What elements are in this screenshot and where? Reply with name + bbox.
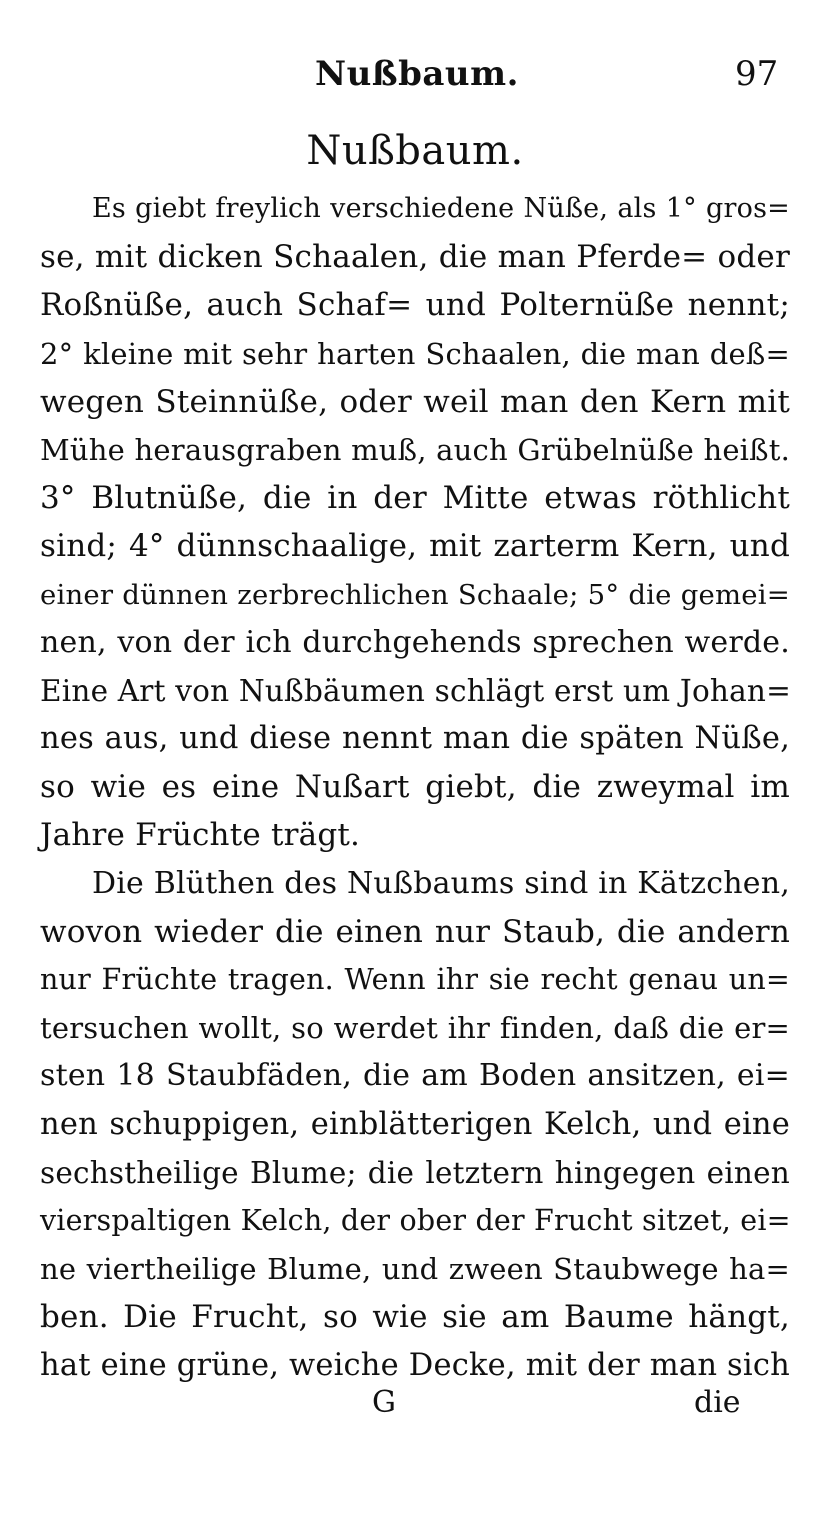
text-line: 2° kleine mit sehr harten Schaalen, die man deß= [40,336,790,371]
body-text [40,185,790,1390]
signature-mark: G [372,1385,396,1420]
text-line: einer dünnen zerbrechlichen Schaale; 5° die gemei= [40,578,790,611]
text-line: Jahre Früchte trägt. [40,817,361,854]
text-line: tersuchen wollt, so werdet ihr finden, daß die er= [40,1011,790,1046]
text-line: ne viertheilige Blume, und zween Staubwege ha= [40,1252,790,1287]
text-line: sind; 4° dünnschaalige, mit zarterm Kern, und [40,528,790,565]
text-line: Roßnüße, auch Schaf= und Polternüße nennt; [40,287,790,324]
text-line: ben. Die Frucht, so wie sie am Baume hängt, [40,1299,790,1336]
page-footer [0,1385,830,1435]
text-line: wegen Steinnüße, oder weil man den Kern mit [40,383,790,420]
page-number: 97 [735,54,779,94]
text-line: vierspaltigen Kelch, der ober der Frucht sitzet, ei= [40,1203,791,1237]
text-line: so wie es eine Nußart giebt, die zweymal im [40,769,790,806]
running-head [0,48,830,108]
text-line: nen schuppigen, einblätterigen Kelch, und eine [40,1106,790,1142]
text-line: sten 18 Staubfäden, die am Boden ansitzen, ei= [40,1058,790,1094]
text-line: nen, von der ich durchgehends sprechen werde. [40,624,790,660]
section-heading: Nußbaum. [306,128,524,174]
paragraph-2 [40,860,790,1390]
text-line: se, mit dicken Schaalen, die man Pferde= oder [40,239,790,276]
text-line: Es giebt freylich verschiedene Nüße, als 1° gros= [92,193,790,224]
running-title: Nußbaum. [315,54,519,94]
catchword: die [694,1385,741,1420]
paragraph-1 [40,185,790,860]
text-line: nes aus, und diese nennt man die späten Nüße, [40,721,790,757]
text-line: Eine Art von Nußbäumen schlägt erst um Johan= [40,673,792,708]
text-line: nur Früchte tragen. Wenn ihr sie recht genau un= [40,963,790,996]
text-line: hat eine grüne, weiche Decke, mit der man sich [40,1347,790,1383]
text-line: Die Blüthen des Nußbaums sind in Kätzchen, [92,865,790,901]
text-line: 3° Blutnüße, die in der Mitte etwas röthlicht [40,480,790,517]
text-line: wovon wieder die einen nur Staub, die andern [40,913,790,950]
text-line: sechstheilige Blume; die letztern hingegen einen [40,1155,790,1190]
text-line: Mühe herausgraben muß, auch Grübelnüße heißt. [40,432,790,467]
